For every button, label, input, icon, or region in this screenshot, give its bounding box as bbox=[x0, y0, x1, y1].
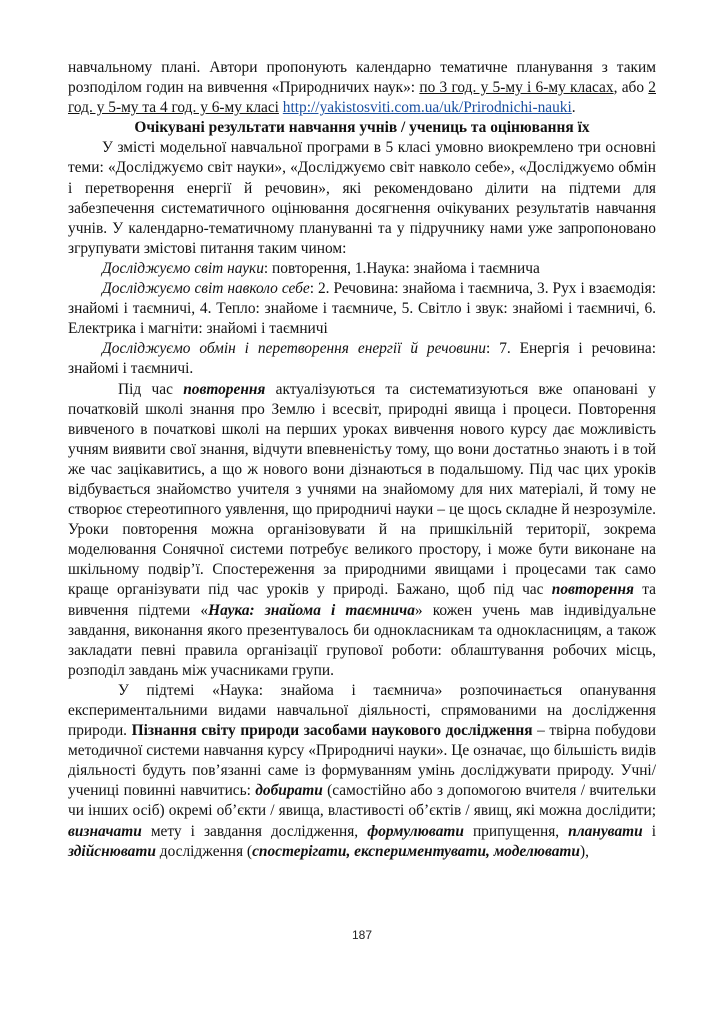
topic-title: Досліджуємо обмін і перетворення енергії й речовини bbox=[102, 340, 486, 358]
paragraph-curriculum-plan bbox=[68, 58, 656, 118]
planning-link[interactable]: http://yakistosviti.com.ua/uk/Prirodnichi-nauki bbox=[282, 99, 572, 117]
text-run: – твірна побудови методичної системи навчання курсу «Природничі науки». Це означає, що більшість видів діяльності будуть пов’язанні саме із формуванням умінь досліджувати природу. Учні/учениці повинні навчитись: bbox=[68, 722, 656, 800]
paragraph-model-program: У змісті модельної навчальної програми в 5 класі умовно виокремлено три основні теми: «Досліджуємо світ науки», «Досліджуємо світ навколо себе», «Досліджуємо обмін і перетворення енергії й речовин», які рекомендовано ділити на підтеми для забезпечення систематичного оцінювання досягнення очікуваних результатів навчання учнів. У календарно-тематичному плануванні та у підручнику нами уже запропоновано згрупувати змістові питання таким чином: bbox=[68, 139, 656, 257]
paragraph-topic-2 bbox=[68, 279, 656, 339]
topic-subtopics: : 2. Речовина: знайома і таємнича, 3. Рух і взаємодія: знайомі і таємничі, 4. Тепло: знайоме і таємниче, 5. Світло і звук: знайомі і таємничі, 6. Електрика і магніти: знайомі і таємничі bbox=[68, 280, 656, 338]
emphasis-term: формулювати bbox=[367, 822, 464, 840]
text-run: мету і завдання дослідження, bbox=[141, 822, 368, 840]
text-run: » кожен учень мав індивідуальне завдання, виконання якого презентувалось би однокласникам та однокласницям, а також закладати певні правила організації групової роботи: облаштування робочих місць, розподіл завдань між учасниками групи. bbox=[68, 601, 656, 679]
paragraph-science-subtopic bbox=[68, 681, 656, 862]
text-run: та вивчення підтеми « bbox=[68, 581, 657, 619]
page-content bbox=[68, 58, 656, 862]
text-run: і bbox=[642, 822, 656, 840]
text-run: У підтемі «Наука: знайома і таємнича» розпочинається опанування експериментальними видами навчальної діяльності, спрямованими на дослідження природи. bbox=[68, 681, 656, 740]
text-run: , або bbox=[613, 79, 649, 97]
text-run: Під час bbox=[118, 380, 184, 398]
section-heading: Очікувані результати навчання учнів / учениць та оцінювання їх bbox=[134, 119, 590, 137]
emphasis-term: планувати bbox=[568, 822, 643, 840]
emphasis-term: добирати bbox=[255, 782, 323, 800]
text-run: ), bbox=[579, 842, 589, 860]
emphasis-term: Наука: знайома і таємнича bbox=[208, 601, 415, 619]
paragraph-repetition bbox=[68, 380, 656, 681]
text-run: дослідження ( bbox=[155, 842, 253, 860]
text-run: припущення, bbox=[463, 822, 569, 840]
topic-title: Досліджуємо світ навколо себе bbox=[102, 280, 310, 298]
text-run: актуалізуються та систематизуються вже опановані у початковій школі знання про Землю і всесвіт, природні явища і процеси. Повторення вивченого в початкові школі на перших уроках вивчення нового курсу дає можливість учням виявити свої знання, відчути впевненістьу тому, що вони достатньо знають і в той же час зацікавитись, а що ж нового вони дізнаються в подальшому. Під час цих уроків відбувається знайомство учителя з учнями на знайомому для них матеріалі, й тому не створює стереотипного уявлення, що природничі науки – це щось складне й незрозуміле. Уроки повторення можна організовувати й на пришкільній території, зокрема моделювання Сонячної системи потребує великого простору, і може бути виконане на шкільному подвір’ї. Спостереження за природними явищами і процесами так само краще організувати під час уроків у природі. Бажано, щоб під час bbox=[68, 380, 657, 599]
topic-title: Досліджуємо світ науки bbox=[102, 259, 264, 277]
text-run: . bbox=[571, 99, 576, 117]
emphasis-term: визначати bbox=[68, 822, 142, 840]
page-number: 187 bbox=[351, 928, 373, 942]
paragraph-topic-3 bbox=[68, 339, 656, 379]
text-run: навчальному плані. Автори пропонують календарно тематичне планування з таким розподілом годин на вивчення «Природничих наук»: bbox=[68, 59, 656, 97]
topic-subtopics: : повторення, 1.Наука: знайома і таємнича bbox=[263, 259, 540, 277]
emphasis-term: повторення bbox=[183, 380, 266, 398]
underlined-hours-option-2: 2 год. у 5-му та 4 год. у 6-му класі bbox=[68, 79, 656, 117]
emphasis-term: спостерігати, експериментувати, моделювати bbox=[252, 842, 580, 860]
paragraph-topic-1 bbox=[68, 259, 656, 279]
bold-thesis: Пізнання світу природи засобами наукового дослідження bbox=[131, 722, 533, 740]
topic-subtopics: : 7. Енергія і речовина: знайомі і таємничі. bbox=[68, 340, 656, 378]
emphasis-term: здійснювати bbox=[68, 842, 156, 860]
underlined-hours-option-1: по 3 год. у 5-му і 6-му класах bbox=[419, 79, 614, 97]
text-run: (самостійно або з допомогою вчителя / вчительки чи інших осіб) окремі об’єкти / явища, властивості об’єктів / явищ, які можна дослідити; bbox=[68, 782, 657, 820]
emphasis-term: повторення bbox=[551, 581, 634, 599]
